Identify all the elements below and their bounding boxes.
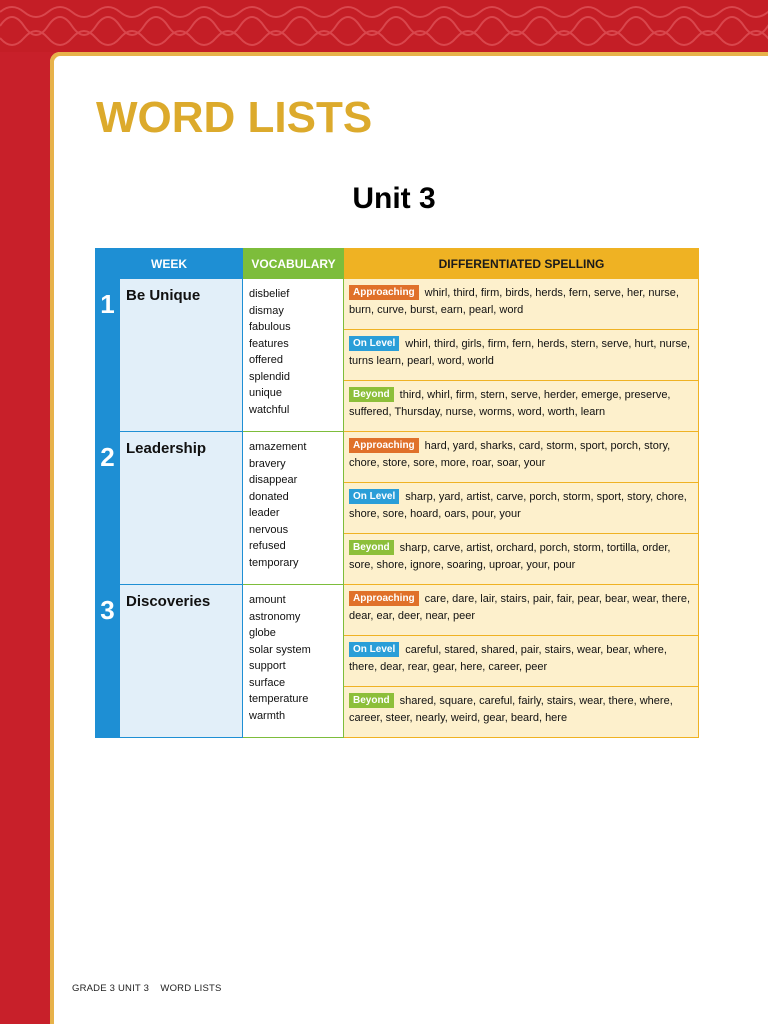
header-vocabulary-label: VOCABULARY: [251, 256, 336, 271]
header-week: [95, 248, 243, 279]
page-footer: GRADE 3 UNIT 3 WORD LISTS: [72, 983, 222, 994]
vocabulary-word: unique: [249, 387, 283, 399]
vocabulary-word: solar system: [249, 643, 311, 656]
decorative-top-border: [0, 0, 768, 52]
week-row-2: [95, 432, 699, 585]
approaching-badge: Approaching: [349, 591, 419, 606]
page-title: WORD LISTS: [96, 93, 373, 142]
spelling-beyond: [344, 534, 699, 585]
vocabulary-list: [249, 592, 311, 724]
vocabulary-word: support: [249, 660, 286, 672]
week-name: Discoveries: [126, 593, 211, 610]
spelling-beyond: [344, 381, 699, 432]
header-week-label: WEEK: [151, 256, 187, 271]
header-spelling: [344, 248, 699, 279]
vocabulary-word: splendid: [249, 370, 290, 383]
header-spelling-label: DIFFERENTIATED SPELLING: [438, 256, 605, 271]
week-number: 2: [95, 432, 120, 585]
beyond-badge: Beyond: [349, 540, 394, 555]
spelling-words: whirl, third, firm, birds, herds, fern, serve, her, nurse, burn, curve, burst, earn, pearl, word: [349, 287, 679, 316]
week-row-3: [95, 585, 699, 738]
vocabulary-word: bravery: [249, 457, 286, 470]
vocabulary-word: features: [249, 337, 289, 350]
week-number: 1: [95, 279, 120, 432]
spelling-words: sharp, yard, artist, carve, porch, storm, sport, story, chore, shore, sore, hoard, oars, pour, your: [349, 491, 687, 520]
vocabulary-word: amazement: [249, 441, 307, 453]
week-cell: [120, 279, 243, 432]
vocabulary-word: disappear: [249, 474, 298, 486]
vocabulary-cell: [243, 279, 344, 432]
vocabulary-cell: [243, 585, 344, 738]
spelling-words: hard, yard, sharks, card, storm, sport, porch, story, chore, store, sore, more, roar, soar, your: [349, 440, 671, 469]
on-level-badge: On Level: [349, 642, 399, 657]
vocabulary-word: leader: [249, 507, 280, 519]
spelling-on-level: [344, 483, 699, 534]
vocabulary-word: donated: [249, 490, 289, 503]
spelling-approaching: [344, 585, 699, 636]
week-row-1: [95, 279, 699, 432]
vocabulary-word: watchful: [249, 403, 290, 416]
week-name: Be Unique: [126, 287, 201, 304]
unit-title: Unit 3: [352, 182, 436, 215]
on-level-badge: On Level: [349, 489, 399, 504]
vocabulary-word: temperature: [249, 693, 309, 705]
spelling-approaching: [344, 432, 699, 483]
vocabulary-word: astronomy: [249, 610, 301, 623]
spelling-words: whirl, third, girls, firm, fern, herds, stern, serve, hurt, nurse, turns learn, pearl, word, world: [349, 338, 691, 367]
on-level-badge: On Level: [349, 336, 399, 351]
spelling-words: care, dare, lair, stairs, pair, fair, pear, bear, wear, there, dear, ear, deer, near, peer: [349, 593, 691, 622]
spelling-beyond: [344, 687, 699, 738]
week-cell: [120, 585, 243, 738]
spelling-words: third, whirl, firm, stern, serve, herder, emerge, preserve, suffered, Thursday, nurse, worms, word, worth, learn: [349, 389, 671, 418]
vocabulary-cell: [243, 432, 344, 585]
spelling-on-level: [344, 636, 699, 687]
spelling-approaching: [344, 279, 699, 330]
vocabulary-word: disbelief: [249, 288, 290, 300]
vocabulary-word: nervous: [249, 523, 289, 536]
vocabulary-word: dismay: [249, 304, 284, 317]
header-vocabulary: [243, 248, 344, 279]
beyond-badge: Beyond: [349, 387, 394, 402]
week-cell: [120, 432, 243, 585]
vocabulary-word: surface: [249, 676, 286, 689]
week-name: Leadership: [126, 440, 207, 457]
spelling-words: careful, stared, shared, pair, stairs, wear, bear, where, there, dear, rear, gear, here, career, peer: [349, 644, 667, 673]
vocabulary-word: refused: [249, 540, 286, 552]
vocabulary-word: offered: [249, 354, 284, 366]
vocabulary-word: fabulous: [249, 321, 291, 333]
approaching-badge: Approaching: [349, 285, 419, 300]
spelling-words: shared, square, careful, fairly, stairs, wear, there, where, career, steer, nearly, weird, gear, beard, here: [349, 695, 673, 724]
vocabulary-word: globe: [249, 627, 276, 639]
vocabulary-word: amount: [249, 594, 286, 606]
week-number: 3: [95, 585, 120, 738]
vocabulary-word: warmth: [249, 709, 286, 722]
spelling-on-level: [344, 330, 699, 381]
vocabulary-list: [249, 286, 291, 418]
spelling-words: sharp, carve, artist, orchard, porch, storm, tortilla, order, sore, shore, ignore, soaring, uproar, your, pour: [349, 542, 671, 571]
vocabulary-list: [249, 439, 306, 571]
beyond-badge: Beyond: [349, 693, 394, 708]
approaching-badge: Approaching: [349, 438, 419, 453]
vocabulary-word: temporary: [249, 556, 299, 569]
